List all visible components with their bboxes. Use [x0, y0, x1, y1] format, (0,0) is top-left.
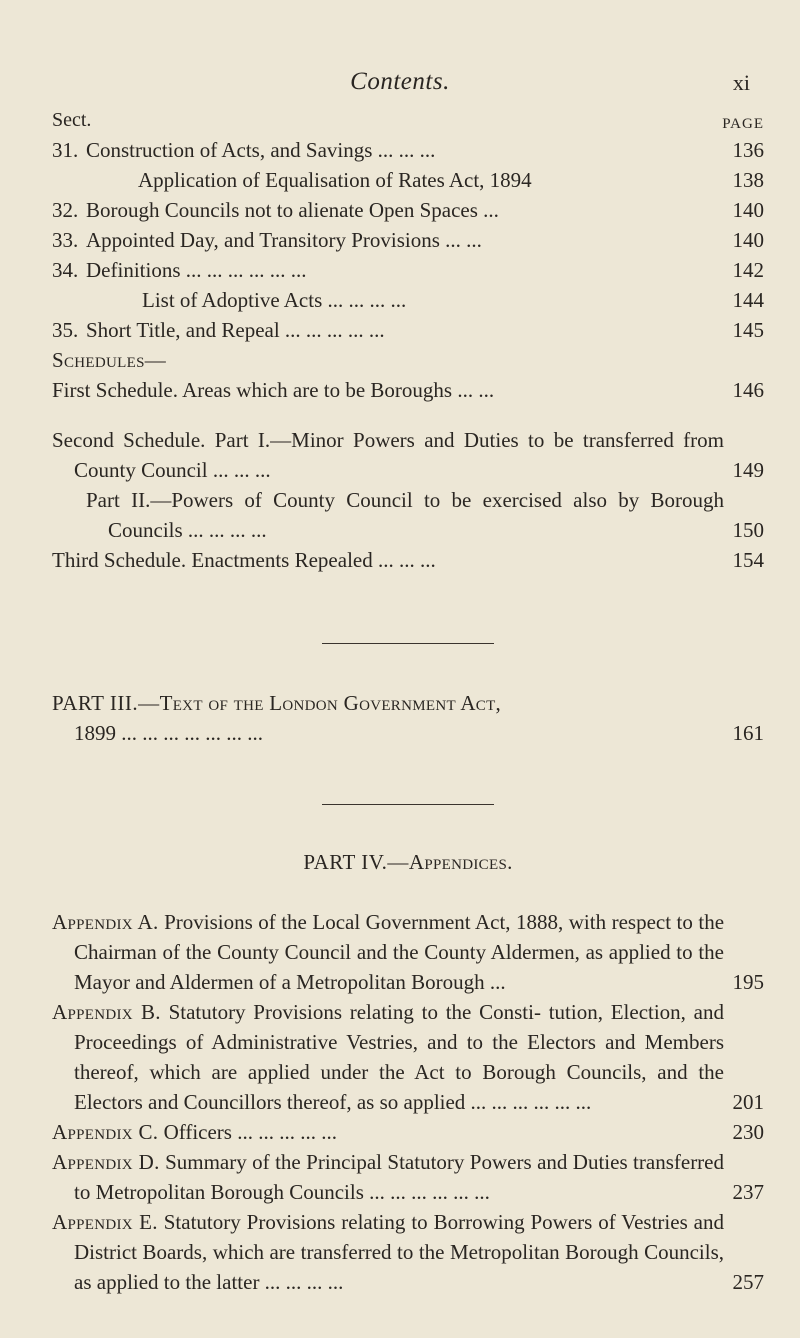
page-number: 149 [732, 458, 764, 482]
part-3-title-line [52, 688, 764, 718]
section-number: 34. [52, 258, 79, 282]
part-3-heading [52, 688, 764, 718]
page-number: 142 [732, 258, 764, 282]
section-number: 31. [52, 138, 79, 162]
running-head [0, 68, 800, 98]
section-number: 33. [52, 228, 79, 252]
toc-entry-appendix-b [52, 997, 764, 1117]
spacer [52, 405, 764, 425]
page-number: 237 [732, 1180, 764, 1204]
appendix-label: Appendix D. [52, 1150, 160, 1174]
appendix-label: Appendix C. [52, 1120, 159, 1144]
appendix-label: Appendix E. [52, 1210, 158, 1234]
page-column-label: PAGE [722, 116, 764, 132]
part-3-year: 1899 ... ... ... ... ... ... ... [74, 721, 263, 745]
page-number: 230 [732, 1120, 764, 1144]
page-number: 201 [732, 1090, 764, 1114]
page-number: 161 [732, 721, 764, 745]
appendix-label: Appendix B. [52, 1000, 161, 1024]
section-title: Application of Equalisation of Rates Act, 1894 [138, 168, 532, 192]
running-title: Contents. [350, 68, 450, 95]
toc-entry-appendix-e [52, 1207, 764, 1297]
page-number: 144 [732, 288, 764, 312]
part-3-title: Text of the London Government Act, [159, 691, 502, 715]
toc-entry-part-3 [52, 718, 764, 748]
toc-entry-32 [52, 195, 764, 225]
schedule-title: Second Schedule. Part I.—Minor Powers and Duties to be transferred from County Council ... ... ... [52, 428, 724, 482]
page-number: 140 [732, 228, 764, 252]
spacer [52, 575, 764, 643]
spacer [52, 644, 764, 688]
toc-entry-third-schedule [52, 545, 764, 575]
part-4-label: PART IV.— [303, 850, 409, 874]
section-title: Borough Councils not to alienate Open Spaces ... [86, 198, 499, 222]
page-number: 146 [732, 378, 764, 402]
appendix-e-text-wrap [52, 1207, 724, 1297]
toc-entry-equalisation [52, 165, 764, 195]
page-number: 138 [732, 168, 764, 192]
section-title: Definitions ... ... ... ... ... ... [86, 258, 307, 282]
page-number: 154 [732, 548, 764, 572]
page-number: 195 [732, 970, 764, 994]
toc-entry-31 [52, 135, 764, 165]
appendix-a-text-wrap [52, 907, 724, 997]
sect-column-label: Sect. [52, 109, 92, 131]
section-title: List of Adoptive Acts ... ... ... ... [142, 288, 407, 312]
toc-entry-35 [52, 315, 764, 345]
spacer [52, 805, 764, 847]
appendix-title: Statutory Provisions relating to Borrowing Powers of Vestries and District Boards, which are transferred to the Metropolitan Borough Councils, as applied to the latter ... ... ... ... [74, 1210, 724, 1294]
part-4-title: Appendices. [408, 850, 513, 874]
appendix-title: Summary of the Principal Statutory Powers and Duties transferred to Metropolitan Borough Councils ... ... ... ... ... ... [74, 1150, 724, 1204]
contents-list [52, 105, 764, 1297]
toc-entry-adoptive-acts [52, 285, 764, 315]
page-number: 140 [732, 198, 764, 222]
part-4-heading [52, 847, 764, 877]
schedule-title: Part II.—Powers of County Council to be exercised also by Borough Councils ... ... ... ... [86, 488, 724, 542]
section-title: Short Title, and Repeal ... ... ... ... ... [86, 318, 385, 342]
appendix-d-text-wrap [52, 1147, 724, 1207]
toc-entry-appendix-a [52, 907, 764, 997]
toc-entry-appendix-d [52, 1147, 764, 1207]
page-folio: xi [732, 70, 750, 95]
page-number: 136 [732, 138, 764, 162]
section-number: 32. [52, 198, 79, 222]
column-headers [52, 105, 764, 135]
page-number: 150 [732, 518, 764, 542]
schedules-heading-text: Schedules— [52, 348, 167, 372]
spacer [52, 748, 764, 804]
appendix-b-text-wrap [52, 997, 724, 1117]
section-title: Construction of Acts, and Savings ... ... ... [86, 138, 436, 162]
part-3-label: PART III.— [52, 691, 160, 715]
toc-entry-second-schedule-part-1 [52, 425, 764, 485]
toc-entry-33 [52, 225, 764, 255]
schedule-title: Third Schedule. Enactments Repealed ... ... ... [52, 548, 436, 572]
toc-entry-second-schedule-part-2 [52, 485, 764, 545]
toc-entry-first-schedule [52, 375, 764, 405]
page-number: 145 [732, 318, 764, 342]
appendix-c-text-wrap [52, 1117, 724, 1147]
appendix-label: Appendix A. [52, 910, 159, 934]
schedules-heading [52, 345, 764, 375]
toc-entry-34 [52, 255, 764, 285]
page-number: 257 [732, 1270, 764, 1294]
appendix-title: Provisions of the Local Government Act, 1888, with respect to the Chairman of the County Council and the County Aldermen, as applied to the Mayor and Aldermen of a Metropolitan Borough ... [74, 910, 725, 994]
appendix-title: Statutory Provisions relating to the Consti- tution, Election, and Proceedings of Administrative Vestries, and to the Electors and Members thereof, which are applied under the Act to Borough Councils, and the Electors and Councillors thereof, as so applied ... ... ... ... ... ... [74, 1000, 724, 1114]
appendix-title: Officers ... ... ... ... ... [163, 1120, 337, 1144]
schedule-title: First Schedule. Areas which are to be Boroughs ... ... [52, 378, 495, 402]
section-number: 35. [52, 318, 79, 342]
spacer [52, 877, 764, 907]
section-title: Appointed Day, and Transitory Provisions ... ... [86, 228, 482, 252]
toc-entry-appendix-c [52, 1117, 764, 1147]
